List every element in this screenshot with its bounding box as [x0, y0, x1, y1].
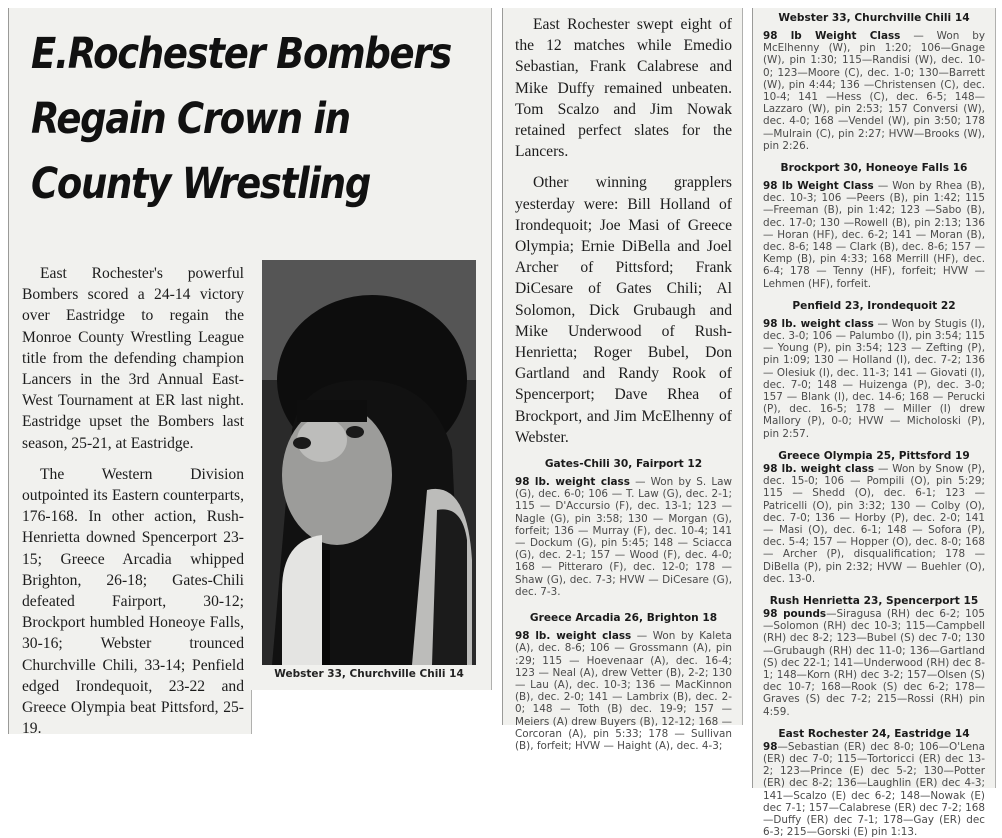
result-box-penfield-irondequoit: [763, 300, 985, 440]
story-paragraph: East Rochester's powerful Bombers scored a 24-14 victory over Eastridge to regain the Monroe County Wrestling League title from the defending champion Lancers in the 3rd Annual East-West Tournament at ER last night. Eastridge upset the Bombers last season, 25-21, at Eastridge.: [22, 265, 244, 452]
story-column-1: [22, 263, 244, 749]
result-heading: Brockport 30, Honeoye Falls 16: [780, 162, 968, 175]
headline: [31, 22, 451, 217]
result-box-greece-arcadia-brighton: [515, 612, 732, 752]
result-heading: Greece Arcadia 26, Brighton 18: [529, 612, 718, 625]
match-results: — Won by Stugis (I), dec. 3-0; 106 — Palumbo (I), pin 3:54; 115 — Young (P), pin 3:54; 123 — Zefting (P), pin 1:09; 130 — Holland (I), dec. 7-2; 136 — Olesiuk (I), dec. 11-3; 141 — Giovati (I), dec. 7-0; 148 — Huizenga (P), dec. 3-0; 157 — Blank (I), dec. 14-6; 168 — Perucki (P), dec. 16-5; 178 — Miller (I) drew Mallory (P), 0-0; HVW — Micholoski (P), pin 2:57.: [763, 317, 985, 440]
weight-class-label: 98 lb. weight class: [515, 476, 630, 489]
result-box-east-rochester-eastridge: [763, 728, 985, 838]
match-results: — Won by Kaleta (A), dec. 8-6; 106 — Grossmann (A), pin :29; 115 — Hoevenaar (A), dec. 16-4; 123 — Neal (A), drew Vetter (B), 2-2; 130 — Lau (A), dec. 10-3; 136 — MacKinnon (B), dec. 2-0; 141 — Lambrix (B), dec. 2-0; 148 — Toth (B) dec. 19-9; 157 — Meiers (A) drew Buyers (B), 12-12; 168 — Corcoran (A), pin 5:33; 178 — Sullivan (B), forfeit; HVW — Haight (A), dec. 4-3;: [515, 630, 732, 752]
result-box-brockport-honeoye: [763, 162, 985, 290]
result-heading: Greece Olympia 25, Pittsford 19: [778, 449, 970, 462]
wrestler-portrait-photo: [262, 260, 476, 665]
story-paragraph: The Western Division outpointed its Eastern counterparts, 176-168. In other action, Rush-Henrietta downed Spencerport 23-15; Greece Arcadia whipped Brighton, 26-18; Gates-Chili defeated Fairport, 30-12; Brockport humbled Honeoye Falls, 30-16; Webster trounced Churchville Chili, 33-14; Penfield edged Irondequoit, 23-22 and Greece Olympia beat Pittsford, 25-19.: [22, 465, 244, 738]
portrait-photo-icon: [262, 260, 476, 665]
result-box-gates-chili-fairport: [515, 458, 732, 598]
weight-class-label: 98 lb Weight Class: [763, 30, 901, 42]
match-results: — Won by McElhenny (W), pin 1:20; 106—Gnage (W), pin 1:30; 115—Randisi (W), dec. 10-0; 123—Moore (C), dec. 1-0; 130—Barrett (W), pin 4:44; 136 —Christensen (C), dec. 10-4; 141 —Hess (C), dec. 6-5; 148—Lazzaro (W), pin 2:53; 157 Conversi (W), dec. 4-0; 168 —Vendel (W), pin 3:50; 178—Mulrain (C), pin 2:27; HVW—Brooks (W), pin 2:26.: [763, 30, 985, 152]
story-paragraph: Other winning grapplers yesterday were: Bill Holland of Irondequoit; Joe Masi of Greece Olympia; Ernie DiBella and Joel Archer of Pittsford; Frank DiCesare of Gates Chili; Al Solomon, Dick Grubaugh and Mike Underwood of Rush-Henrietta; Roger Bubel, Don Gartland and Randy Rook of Spencerport; Dave Rhea of Brockport, and Jim McElhenny of Webster.: [515, 174, 732, 446]
photo-caption: Webster 33, Churchville Chili 14: [274, 668, 464, 680]
story-paragraph: East Rochester swept eight of the 12 matches while Emedio Sebastian, Frank Calabrese and Mike Duffy remained unbeaten. Tom Scalzo and Jim Nowak retained perfect slates for the Lancers.: [515, 16, 732, 161]
match-results: —Sebastian (ER) dec 8-0; 106—O'Lena (ER) dec 7-0; 115—Tortoricci (ER) dec 13-2; 123—Prince (E) dec 5-2; 130—Potter (ER) dec 8-2; 136—Laughlin (ER) dec 4-3; 141—Scalzo (E) dec 6-2; 148—Nowak (E) dec 7-1; 157—Calabrese (ER) dec 7-2; 168—Duffy (ER) dec 7-1; 178—Gay (ER) dec 6-3; 215—Gorski (E) pin 1:13.: [763, 740, 985, 838]
match-results: — Won by S. Law (G), dec. 6-0; 106 — T. Law (G), dec. 2-1; 115 — D'Accursio (F), dec. 13-1; 123 — Nagle (G), pin 3:58; 130 — Morgan (G), forfeit; 136 — Murray (F), dec. 10-4; 141 — Dockum (G), pin 5:45; 148 — Sciacca (G), dec. 2-1; 157 — Wood (F), dec. 4-0; 168 — Pitteraro (F), dec. 12-0; 178 — Shaw (G), dec. 7-3; HVW — DiCesare (G), dec. 7-3.: [515, 476, 733, 598]
match-results: — Won by Rhea (B), dec. 10-3; 106 —Peers (B), pin 1:42; 115—Freeman (B), pin 1:42; 123 —Sabo (B), dec. 17-0; 130 —Rowell (B), pin 2:13; 136 — Horan (HF), dec. 6-2; 141 — Moran (B), dec. 8-6; 148 — Clark (B), dec. 8-6; 157 — Kemp (B), pin 4:33; 168 Merrill (HF), dec. 6-4; 178 — Tenny (HF), forfeit; HVW — Lehmen (HF), forfeit.: [763, 180, 985, 290]
result-heading: Gates-Chili 30, Fairport 12: [544, 458, 703, 471]
weight-class-label: 98 lb. weight class: [763, 462, 875, 475]
result-heading: Penfield 23, Irondequoit 22: [792, 299, 956, 312]
story-column-2: [515, 14, 732, 448]
match-results: — Won by Snow (P), dec. 15-0; 106 — Pompili (O), pin 5:29; 115 — Shedd (O), dec. 6-1; 123 — Patricelli (O), pin 3:32; 130 — Colby (O), dec. 7-0; 136 — Horby (P), dec. 2-0; 141 — Masi (O), dec. 6-1; 148 — Sofora (P), dec. 5-4; 157 — Hopper (O), dec. 8-0; 168 — Archer (P), disqualification; 178 — DiBella (P), pin 2:32; HVW — Buehler (O), dec. 13-0.: [763, 462, 985, 585]
match-results: —Siragusa (RH) dec 6-2; 105—Solomon (RH) dec 10-3; 115—Campbell (RH) dec 8-2; 123—Bubel (S) dec 7-0; 130—Grubaugh (RH) dec 11-0; 136—Gartland (S) dec 22-1; 141—Underwood (RH) dec 8-1; 148—Korn (RH) dec 3-2; 157—Olsen (S) dec 10-7; 168—Rook (S) dec 6-2; 178—Graves (S) dec 7-2; 215—Rossi (RH) pin 4:59.: [763, 607, 985, 718]
result-box-webster-churchville: [763, 12, 985, 152]
weight-class-label: 98: [763, 740, 778, 753]
result-box-greece-olympia-pittsford: [763, 450, 985, 585]
weight-class-label: 98 lb. weight class: [515, 630, 632, 643]
clipping-column-3: [752, 8, 996, 838]
headline-line-3: County Wrestling: [31, 159, 371, 209]
clipping-column-2: [502, 8, 743, 752]
result-heading: Webster 33, Churchville Chili 14: [778, 12, 970, 24]
weight-class-label: 98 pounds: [763, 607, 827, 620]
headline-line-2: Regain Crown in: [31, 94, 350, 144]
headline-line-1: E.Rochester Bombers: [31, 29, 451, 79]
result-heading: Rush Henrietta 23, Spencerport 15: [769, 594, 979, 607]
weight-class-label: 98 lb. weight class: [763, 317, 874, 330]
weight-class-label: 98 lb Weight Class: [763, 180, 874, 193]
result-heading: East Rochester 24, Eastridge 14: [778, 727, 970, 740]
result-box-rush-henrietta-spencerport: [763, 595, 985, 718]
